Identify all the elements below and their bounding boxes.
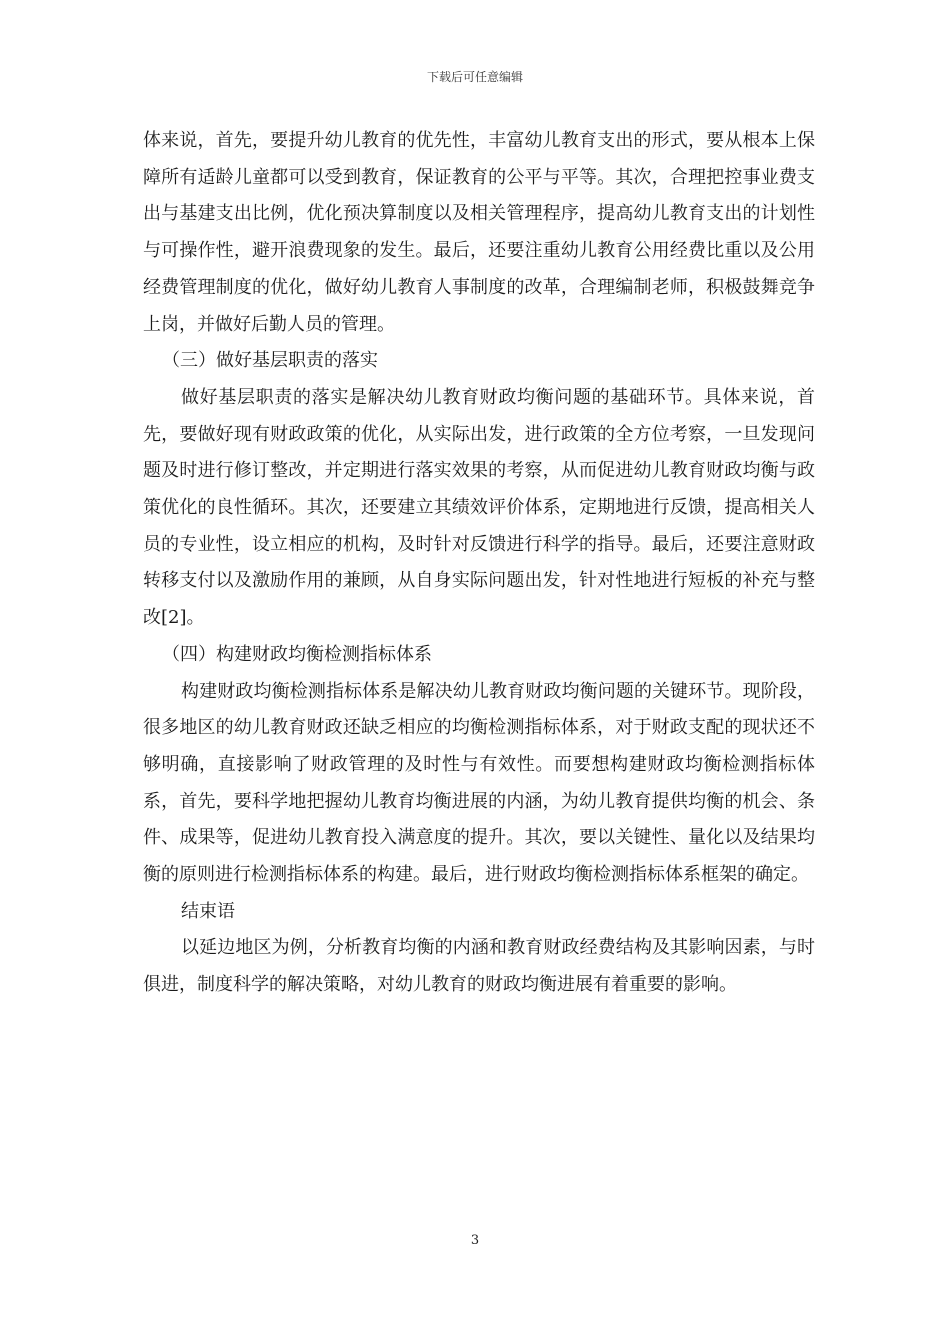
page-header: 下载后可任意编辑 <box>426 70 523 84</box>
page-number: 3 <box>470 1233 480 1248</box>
section-heading-3: （三）做好基层职责的落实 <box>162 350 378 372</box>
paragraph-section-3: 做好基层职责的落实是解决幼儿教育财政均衡问题的基础环节。具体来说，首先，要做好现有财政政策的优化，从实际出发，进行政策的全方位考察，一旦发现问题及时进行修订整改，并定期进行落实效果的考察，从而促进幼儿教育财政均衡与政策优化的良性循环。其次，还要建立其绩效评价体系，定期地进行反馈，提高相关人员的专业性，设立相应的机构，及时针对反馈进行科学的指导。最后，还要注意财政转移支付以及激励作用的兼顾，从自身实际问题出发，针对性地进行短板的补充与整改[2]。 <box>143 386 815 629</box>
paragraph-section-4: 构建财政均衡检测指标体系是解决幼儿教育财政均衡问题的关键环节。现阶段，很多地区的幼儿教育财政还缺乏相应的均衡检测指标体系，对于财政支配的现状还不够明确，直接影响了财政管理的及时性与有效性。而要想构建财政均衡检测指标体系，首先，要科学地把握幼儿教育均衡进展的内涵，为幼儿教育提供均衡的机会、条件、成果等，促进幼儿教育投入满意度的提升。其次，要以关键性、量化以及结果均衡的原则进行检测指标体系的构建。最后，进行财政均衡检测指标体系框架的确定。 <box>143 680 815 886</box>
conclusion-heading: 结束语 <box>181 900 235 922</box>
paragraph-conclusion: 以延边地区为例，分析教育均衡的内涵和教育财政经费结构及其影响因素，与时俱进，制度科学的解决策略，对幼儿教育的财政均衡进展有着重要的影响。 <box>143 937 815 996</box>
document-body <box>143 123 815 1004</box>
paragraph-continuation: 体来说，首先，要提升幼儿教育的优先性，丰富幼儿教育支出的形式，要从根本上保障所有适龄儿童都可以受到教育，保证教育的公平与平等。其次，合理把控事业费支出与基建支出比例，优化预决算制度以及相关管理程序，提高幼儿教育支出的计划性与可操作性，避开浪费现象的发生。最后，还要注重幼儿教育公用经费比重以及公用经费管理制度的优化，做好幼儿教育人事制度的改革，合理编制老师，积极鼓舞竞争上岗，并做好后勤人员的管理。 <box>143 130 815 335</box>
section-heading-4: （四）构建财政均衡检测指标体系 <box>162 643 432 665</box>
